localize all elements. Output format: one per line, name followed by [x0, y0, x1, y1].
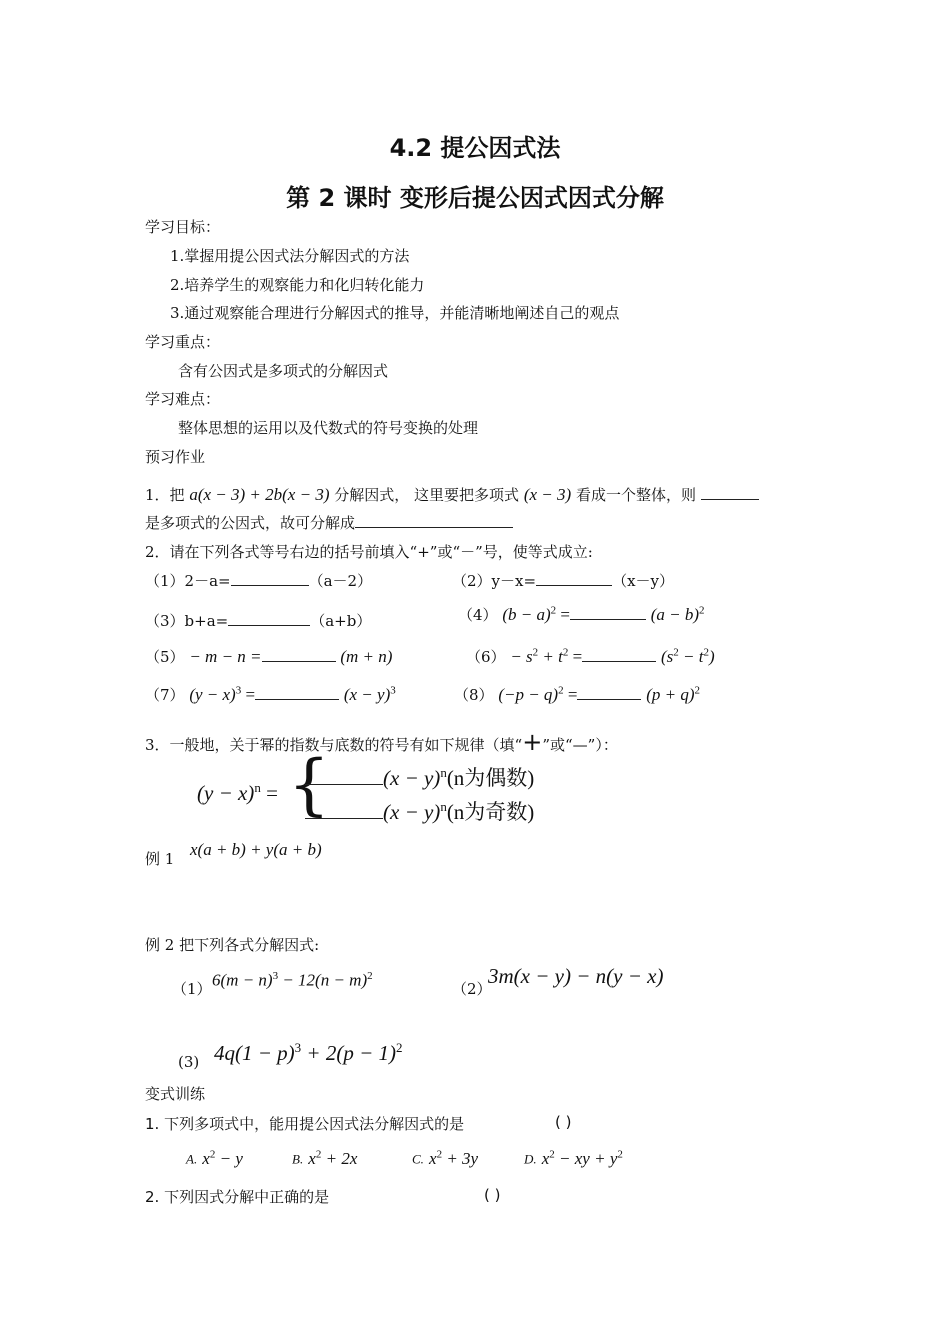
example2-num-1: （1）: [172, 980, 212, 998]
option-d[interactable]: D. $x^2$ − xy + $y^2$: [524, 1148, 623, 1168]
preview-q3-intro: 3．一般地，关于幂的指数与底数的符号有如下规律（填“+”或“—”）：: [145, 728, 618, 756]
page-subtitle: 第 2 课时 变形后提公因式因式分解: [286, 184, 664, 212]
example2-num-3: (3): [178, 1053, 200, 1071]
option-b[interactable]: B. $x^2 + 2x$: [292, 1148, 358, 1168]
q2-item-7: （7） $(y - x)^3 = (x - y)^3$: [145, 684, 396, 704]
objective-item: 3.通过观察能合理进行分解因式的推导，并能清晰地阐述自己的观点: [170, 304, 620, 322]
answer-blank[interactable]: [577, 685, 641, 700]
answer-blank[interactable]: [355, 513, 513, 528]
answer-blank[interactable]: [231, 571, 309, 586]
answer-blank[interactable]: [255, 685, 339, 700]
answer-blank[interactable]: [582, 647, 656, 662]
preview-q2-intro: 2．请在下列各式等号右边的括号前填入“+”或“－”号，使等式成立:: [145, 543, 593, 561]
answer-blank[interactable]: [570, 605, 646, 620]
q3-lhs: $(y - x)^n$ =: [197, 780, 278, 805]
q1-expression: a(x − 3) + 2b(x − 3): [189, 485, 330, 504]
key-point-text: 含有公因式是多项式的分解因式: [178, 362, 389, 380]
key-point-label: 学习重点：: [145, 333, 221, 351]
example1-label: 例 1: [145, 850, 175, 868]
q2-item-8: （8） $(-p - q)^2 = (p + q)^2$: [454, 684, 701, 704]
answer-blank[interactable]: [228, 611, 310, 626]
answer-blank[interactable]: [701, 485, 759, 500]
objectives-label: 学习目标：: [145, 218, 221, 236]
example1-expression: x(a + b) + y(a + b): [190, 840, 322, 859]
page-title: 4.2 提公因式法: [389, 134, 561, 162]
preview-q1: 1．把 a(x − 3) + 2b(x − 3) 分解因式， 这里要把多项式 (x − 3) 看成一个整体，则: [145, 484, 759, 505]
answer-blank[interactable]: [536, 571, 612, 586]
q2-item-4: （4） $(b - a)^2 = (a - b)^2$: [458, 604, 705, 624]
q3-case-even: $(x - y)^n(n$为偶数): [305, 762, 534, 792]
q2-item-1: （1）2－a= （a－2）: [145, 572, 373, 590]
practice-q2: 2. 下列因式分解中正确的是: [145, 1188, 330, 1206]
q2-item-2: （2）y－x= （x－y）: [452, 572, 674, 590]
preview-label: 预习作业: [145, 448, 206, 466]
answer-blank[interactable]: [262, 647, 336, 662]
difficulty-text: 整体思想的运用以及代数式的符号变换的处理: [178, 419, 479, 437]
practice-q1: 1. 下列多项式中，能用提公因式法分解因式的是: [145, 1115, 465, 1133]
q2-item-3: （3）b+a= （a+b）: [145, 612, 372, 630]
objective-item: 2.培养学生的观察能力和化归转化能力: [170, 276, 425, 294]
q1-expression-2: (x − 3): [523, 485, 572, 504]
example2-expr-2: 3m(x − y) − n(y − x): [488, 964, 664, 988]
preview-q1-line2: 是多项式的公因式，故可分解成: [145, 512, 513, 533]
answer-blank[interactable]: [305, 800, 383, 819]
example2-expr-1: $6(m - n)^3 - 12(n - m)^2$: [212, 970, 373, 990]
objective-item: 1.掌握用提公因式法分解因式的方法: [170, 247, 410, 265]
practice-q2-paren: ( ): [484, 1186, 501, 1204]
practice-q1-paren: ( ): [555, 1113, 572, 1131]
answer-blank[interactable]: [305, 766, 383, 785]
q2-item-6: $(6) - s^2 + t^2 = (s^2 - t^2)$: [466, 646, 715, 666]
left-brace: {: [288, 746, 330, 823]
option-c[interactable]: C. $x^2 + 3y$: [412, 1148, 479, 1168]
example2-label: 例 2 把下列各式分解因式:: [145, 936, 320, 954]
practice-label: 变式训练: [145, 1085, 206, 1103]
example2-expr-3: $4q(1 - p)^3 + 2(p - 1)^2$: [214, 1040, 403, 1065]
difficulty-label: 学习难点：: [145, 390, 221, 408]
example2-num-2: （2）: [452, 980, 492, 998]
q3-case-odd: $(x - y)^n(n$为奇数): [305, 796, 534, 826]
q2-item-5: （5） − m − n = (m + n): [145, 647, 393, 666]
option-a[interactable]: A. $x^2 - y$: [186, 1148, 243, 1168]
